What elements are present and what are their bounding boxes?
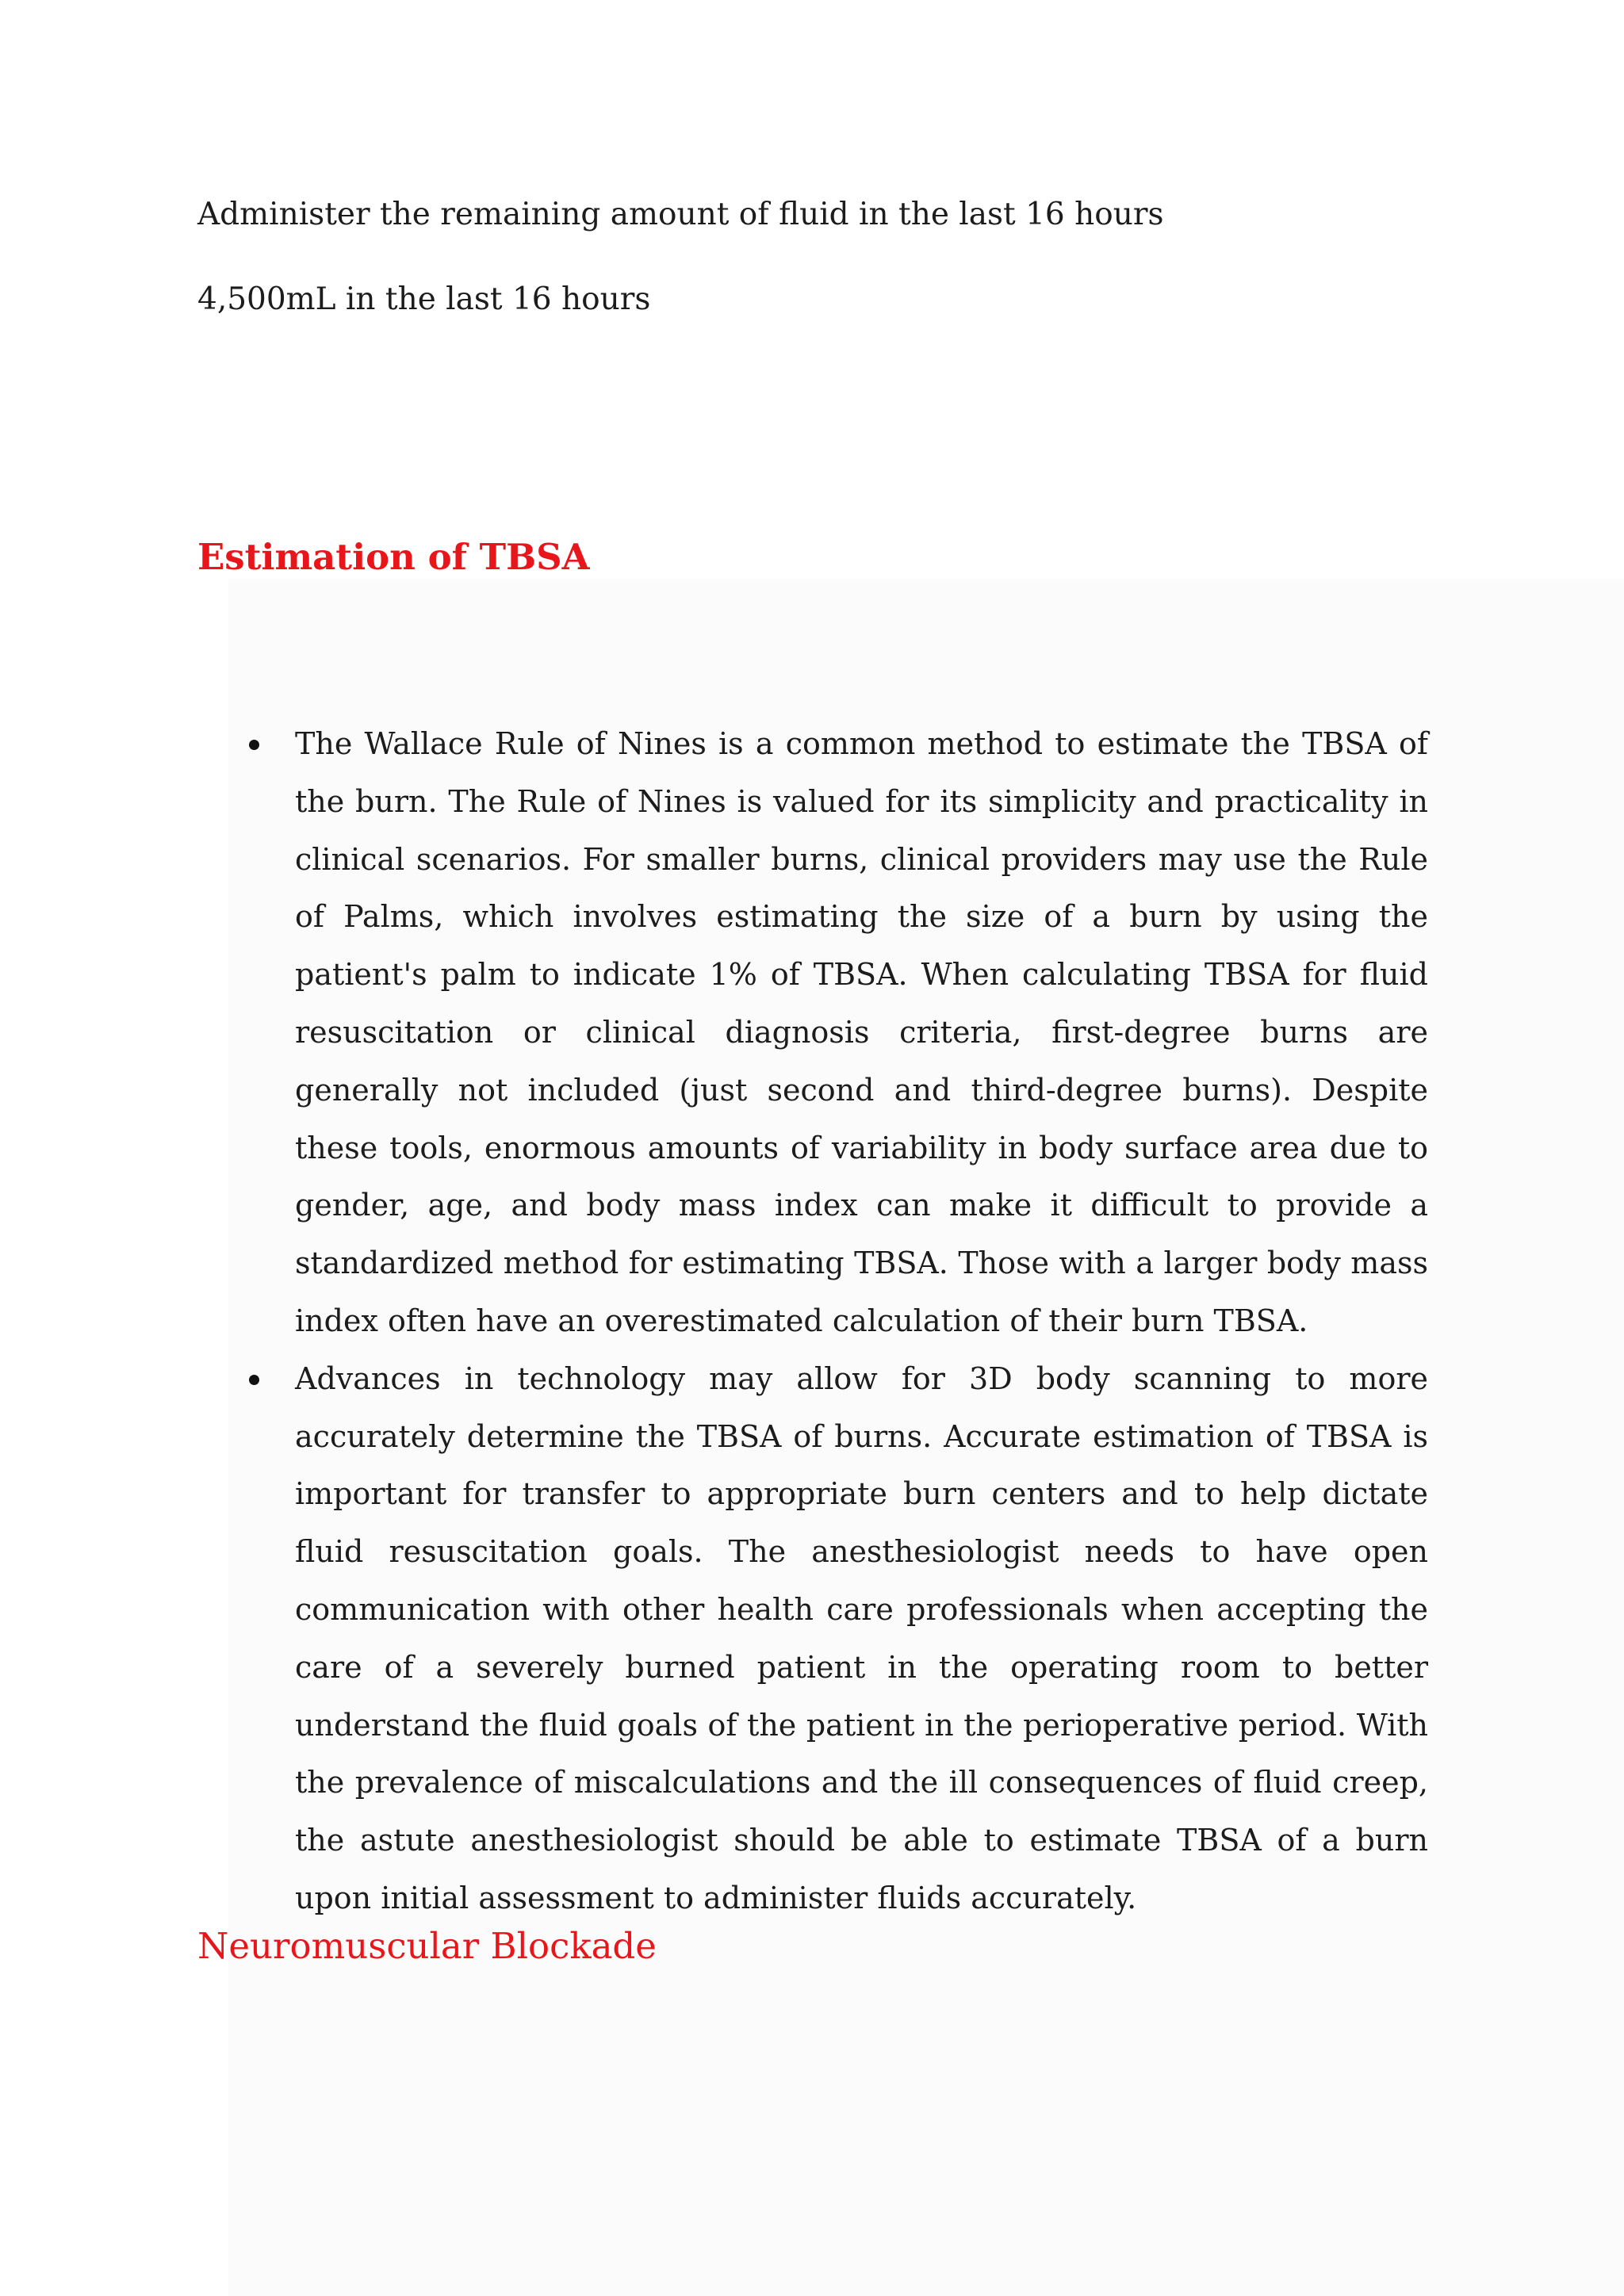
list-item (295, 1350, 1428, 1927)
bullet-text: The Wallace Rule of Nines is a common method to estimate the TBSA of the burn. The Rule of Nines is valued for its simplicity and practicality in clinical scenarios. For smaller burns, clinical providers may use the Rule of Palms, which involves estimating the size of a burn by using the patient's palm to indicate 1% of TBSA. When calculating TBSA for fluid resuscitation or clinical diagnosis criteria, first-degree burns are generally not included (just second and third-degree burns). Despite these tools, enormous amounts of variability in body surface area due to gender, age, and body mass index can make it difficult to provide a standardized method for estimating TBSA. Those with a larger body mass index often have an overestimated calculation of their burn TBSA. (295, 726, 1428, 1338)
bullet-icon (249, 1375, 259, 1385)
section-heading-tbsa: Estimation of TBSA (197, 536, 590, 578)
fluid-instruction-text: Administer the remaining amount of fluid in the last 16 hours (197, 197, 1164, 232)
list-item (295, 715, 1428, 1350)
fluid-amount-text: 4,500mL in the last 16 hours (197, 281, 651, 317)
bullet-icon (249, 740, 259, 750)
bullet-text: Advances in technology may allow for 3D body scanning to more accurately determine the TBSA of burns. Accurate estimation of TBSA is important for transfer to appropriate burn centers and to help dictate fluid resuscitation goals. The anesthesiologist needs to have open communication with other health care professionals when accepting the care of a severely burned patient in the operating room to better understand the fluid goals of the patient in the perioperative period. With the prevalence of miscalculations and the ill consequences of fluid creep, the astute anesthesiologist should be able to estimate TBSA of a burn upon initial assessment to administer fluids accurately. (295, 1360, 1428, 1915)
section-heading-neuromuscular-blockade: Neuromuscular Blockade (197, 1925, 657, 1967)
tbsa-bullet-list (295, 715, 1428, 1927)
